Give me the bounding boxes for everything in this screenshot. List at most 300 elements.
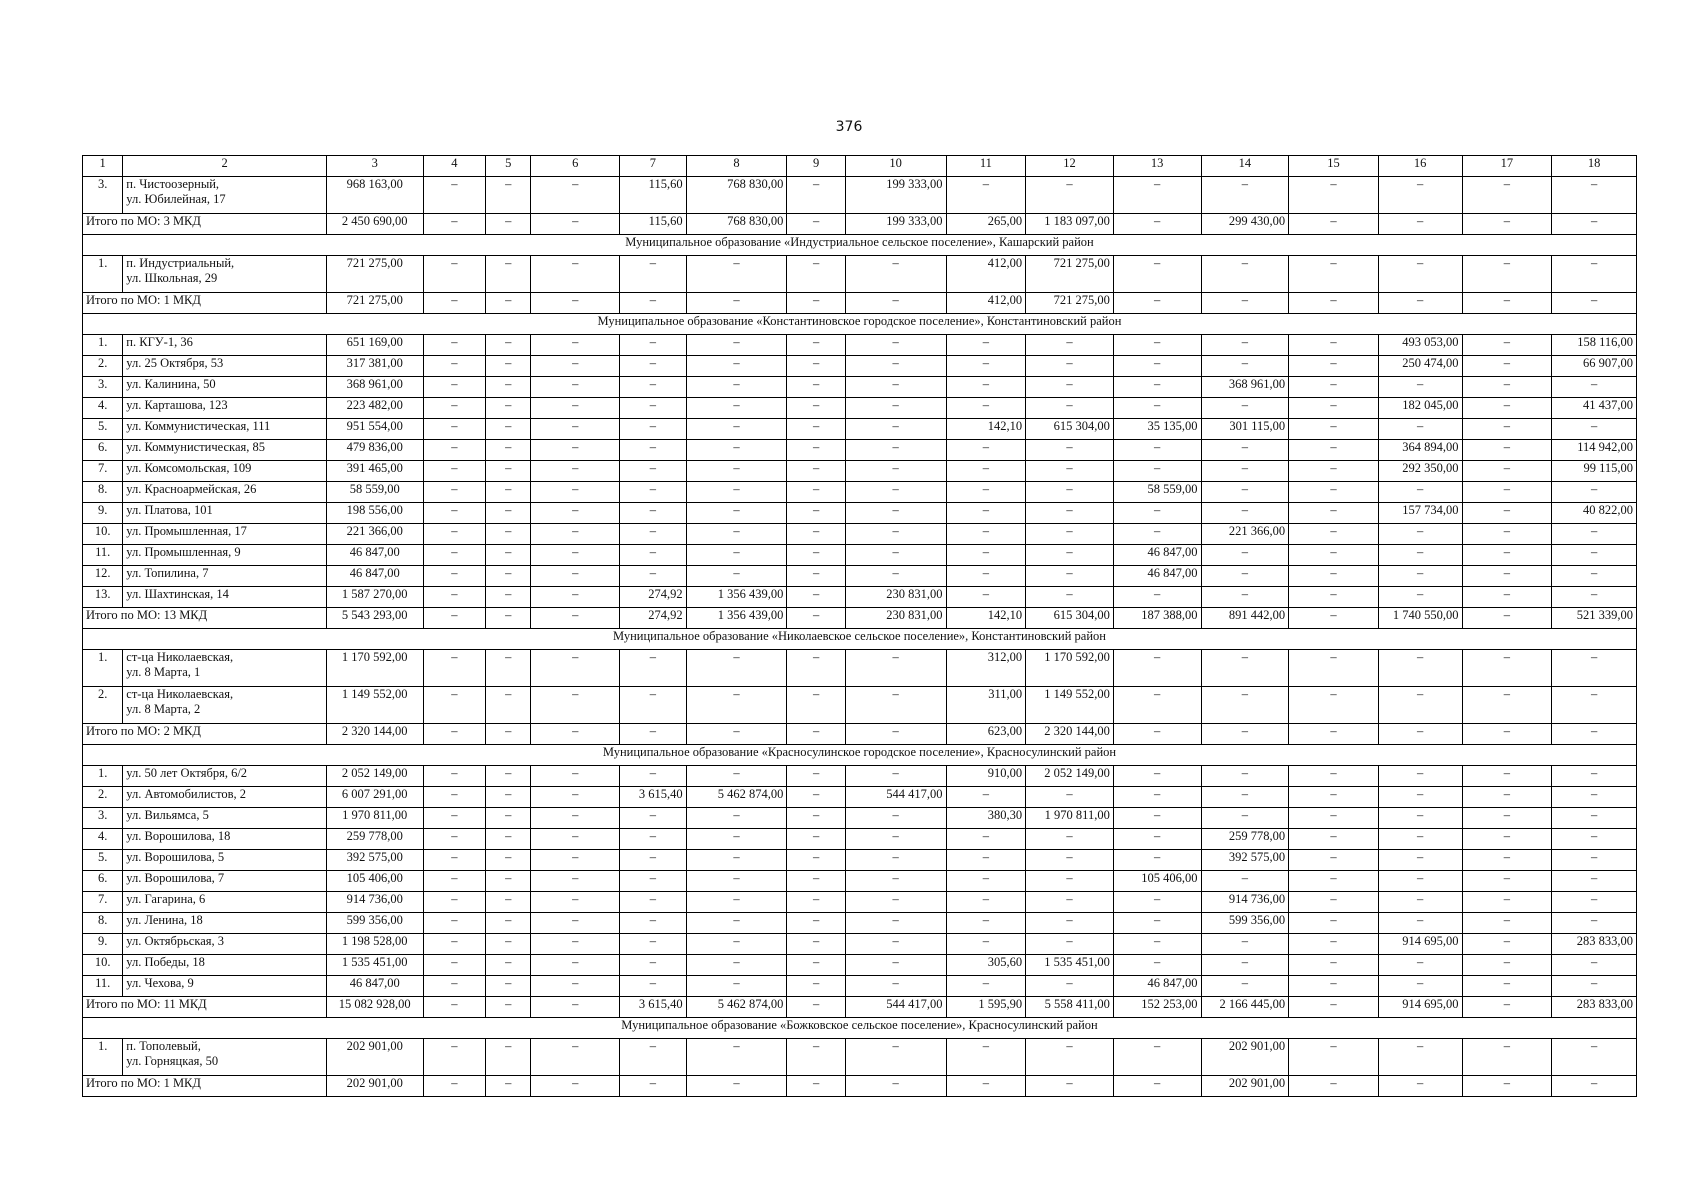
value-cell: – (787, 461, 845, 482)
value-cell: – (620, 1039, 687, 1076)
value-cell: – (1026, 335, 1114, 356)
value-cell: – (1462, 256, 1552, 293)
value-cell: – (1201, 566, 1289, 587)
value-cell: 157 734,00 (1378, 503, 1462, 524)
municipality-row (83, 745, 1637, 766)
value-cell: – (531, 787, 620, 808)
building-row (83, 808, 1637, 829)
value-cell: – (946, 1039, 1026, 1076)
value-cell: 544 417,00 (845, 787, 946, 808)
value-cell: – (620, 724, 687, 745)
value-cell: – (423, 892, 485, 913)
value-cell: – (845, 398, 946, 419)
address-cell (123, 524, 327, 545)
value-cell: 910,00 (946, 766, 1026, 787)
value-cell: – (1552, 377, 1637, 398)
value-cell: – (1462, 724, 1552, 745)
column-number: 18 (1552, 156, 1637, 177)
address-cell (123, 850, 327, 871)
value-cell: – (1289, 377, 1379, 398)
value-cell: – (1201, 440, 1289, 461)
value-cell: – (686, 335, 787, 356)
row-number: 1. (83, 766, 123, 787)
value-cell: 479 836,00 (326, 440, 423, 461)
value-cell: 202 901,00 (326, 1039, 423, 1076)
value-cell: – (423, 293, 485, 314)
value-cell: – (531, 214, 620, 235)
value-cell: – (845, 934, 946, 955)
value-cell: – (1462, 482, 1552, 503)
value-cell: – (1552, 293, 1637, 314)
value-cell: – (1289, 545, 1379, 566)
building-row (83, 850, 1637, 871)
value-cell: – (1462, 214, 1552, 235)
value-cell: – (787, 1039, 845, 1076)
value-cell: 202 901,00 (326, 1076, 423, 1097)
value-cell: – (423, 503, 485, 524)
value-cell: – (946, 587, 1026, 608)
address-cell (123, 587, 327, 608)
value-cell: – (1113, 440, 1201, 461)
value-cell: 40 822,00 (1552, 503, 1637, 524)
value-cell: – (531, 256, 620, 293)
value-cell: – (1462, 913, 1552, 934)
value-cell: – (787, 997, 845, 1018)
value-cell: – (1378, 955, 1462, 976)
value-cell: 221 366,00 (326, 524, 423, 545)
value-cell: 158 116,00 (1552, 335, 1637, 356)
value-cell: – (686, 724, 787, 745)
value-cell: – (1289, 787, 1379, 808)
value-cell: – (1201, 724, 1289, 745)
value-cell: – (620, 976, 687, 997)
value-cell: – (1113, 177, 1201, 214)
value-cell: 41 437,00 (1552, 398, 1637, 419)
value-cell: 891 442,00 (1201, 608, 1289, 629)
column-number: 2 (123, 156, 327, 177)
value-cell: – (1462, 997, 1552, 1018)
value-cell: 283 833,00 (1552, 934, 1637, 955)
value-cell: – (1378, 1076, 1462, 1097)
value-cell: – (1552, 913, 1637, 934)
value-cell: 493 053,00 (1378, 335, 1462, 356)
value-cell: – (946, 482, 1026, 503)
value-cell: – (686, 1076, 787, 1097)
value-cell: – (1552, 687, 1637, 724)
value-cell: – (787, 503, 845, 524)
total-row (83, 997, 1637, 1018)
value-cell: – (1026, 871, 1114, 892)
value-cell: 968 163,00 (326, 177, 423, 214)
row-number: 6. (83, 871, 123, 892)
value-cell: – (531, 913, 620, 934)
value-cell: – (787, 871, 845, 892)
value-cell: 1 170 592,00 (1026, 650, 1114, 687)
value-cell: – (486, 976, 531, 997)
value-cell: – (423, 787, 485, 808)
value-cell: – (787, 913, 845, 934)
value-cell: – (845, 892, 946, 913)
value-cell: – (686, 955, 787, 976)
total-label: Итого по МО: 11 МКД (83, 997, 327, 1018)
value-cell: – (1201, 976, 1289, 997)
value-cell: – (946, 461, 1026, 482)
value-cell: – (845, 524, 946, 545)
value-cell: – (620, 913, 687, 934)
value-cell: 198 556,00 (326, 503, 423, 524)
value-cell: – (686, 934, 787, 955)
column-number: 11 (946, 156, 1026, 177)
value-cell: – (531, 724, 620, 745)
building-row (83, 1039, 1637, 1076)
address-cell (123, 808, 327, 829)
value-cell: 1 970 811,00 (1026, 808, 1114, 829)
address-line: ст-ца Николаевская, (126, 687, 234, 701)
address-cell (123, 766, 327, 787)
value-cell: – (1378, 892, 1462, 913)
value-cell: – (1378, 419, 1462, 440)
value-cell: 202 901,00 (1201, 1039, 1289, 1076)
column-number: 5 (486, 156, 531, 177)
value-cell: – (787, 608, 845, 629)
value-cell: – (1289, 503, 1379, 524)
value-cell: – (686, 913, 787, 934)
value-cell: – (1113, 398, 1201, 419)
value-cell: – (486, 482, 531, 503)
total-row (83, 214, 1637, 235)
value-cell: 199 333,00 (845, 177, 946, 214)
value-cell: – (486, 829, 531, 850)
value-cell: – (1552, 787, 1637, 808)
address-line: ул. Автомобилистов, 2 (126, 787, 247, 801)
value-cell: 651 169,00 (326, 335, 423, 356)
address-line: п. Индустриальный, (126, 256, 235, 270)
value-cell: – (486, 955, 531, 976)
value-cell: – (686, 293, 787, 314)
value-cell: – (620, 377, 687, 398)
address-line: ул. Ленина, 18 (126, 913, 203, 927)
row-number: 1. (83, 256, 123, 293)
value-cell: – (686, 545, 787, 566)
value-cell: – (845, 335, 946, 356)
value-cell: – (946, 398, 1026, 419)
value-cell: – (1113, 892, 1201, 913)
address-cell (123, 503, 327, 524)
value-cell: – (1378, 766, 1462, 787)
value-cell: – (531, 398, 620, 419)
value-cell: – (1462, 335, 1552, 356)
value-cell: 1 740 550,00 (1378, 608, 1462, 629)
value-cell: – (1378, 587, 1462, 608)
building-row (83, 871, 1637, 892)
value-cell: – (1201, 787, 1289, 808)
value-cell: – (1113, 335, 1201, 356)
value-cell: 1 356 439,00 (686, 587, 787, 608)
value-cell: – (486, 1039, 531, 1076)
value-cell: – (620, 892, 687, 913)
row-number: 3. (83, 177, 123, 214)
value-cell: – (486, 545, 531, 566)
value-cell: – (1378, 829, 1462, 850)
value-cell: – (531, 871, 620, 892)
value-cell: – (686, 440, 787, 461)
value-cell: – (531, 808, 620, 829)
address-line: ул. Октябрьская, 3 (126, 934, 225, 948)
address-cell (123, 566, 327, 587)
address-line: ул. 50 лет Октября, 6/2 (126, 766, 248, 780)
value-cell: – (1113, 587, 1201, 608)
value-cell: – (1289, 461, 1379, 482)
value-cell: 230 831,00 (845, 587, 946, 608)
value-cell: – (1201, 766, 1289, 787)
row-number: 7. (83, 892, 123, 913)
value-cell: – (1552, 482, 1637, 503)
value-cell: – (423, 335, 485, 356)
value-cell: – (1378, 787, 1462, 808)
value-cell: – (1552, 724, 1637, 745)
value-cell: – (686, 356, 787, 377)
row-number: 3. (83, 808, 123, 829)
row-number: 1. (83, 335, 123, 356)
row-number: 5. (83, 419, 123, 440)
value-cell: – (1289, 829, 1379, 850)
value-cell: – (1026, 1076, 1114, 1097)
address-line: ул. Горняцкая, 50 (126, 1054, 219, 1068)
value-cell: – (1289, 871, 1379, 892)
value-cell: 2 320 144,00 (1026, 724, 1114, 745)
value-cell: – (845, 461, 946, 482)
value-cell: – (486, 808, 531, 829)
value-cell: – (1462, 1039, 1552, 1076)
value-cell: – (686, 976, 787, 997)
address-cell (123, 650, 327, 687)
building-row (83, 398, 1637, 419)
value-cell: – (1289, 524, 1379, 545)
value-cell: – (1462, 419, 1552, 440)
value-cell: 317 381,00 (326, 356, 423, 377)
municipality-title: Муниципальное образование «Красносулинское городское поселение», Красносулинский район (83, 745, 1637, 766)
value-cell: – (686, 482, 787, 503)
value-cell: – (1113, 850, 1201, 871)
building-row (83, 335, 1637, 356)
building-row (83, 419, 1637, 440)
value-cell: 951 554,00 (326, 419, 423, 440)
municipality-row (83, 1018, 1637, 1039)
value-cell: – (1289, 934, 1379, 955)
value-cell: 46 847,00 (326, 566, 423, 587)
address-line: ул. Победы, 18 (126, 955, 205, 969)
column-number: 6 (531, 156, 620, 177)
value-cell: – (423, 808, 485, 829)
value-cell: – (531, 545, 620, 566)
value-cell: – (423, 377, 485, 398)
value-cell: – (1026, 587, 1114, 608)
value-cell: – (1552, 419, 1637, 440)
value-cell: – (1026, 377, 1114, 398)
value-cell: – (1113, 724, 1201, 745)
value-cell: 721 275,00 (1026, 293, 1114, 314)
address-cell (123, 545, 327, 566)
address-line: ул. Карташова, 123 (126, 398, 228, 412)
value-cell: 5 462 874,00 (686, 997, 787, 1018)
address-line: ул. Коммунистическая, 111 (126, 419, 271, 433)
row-number: 13. (83, 587, 123, 608)
value-cell: – (787, 335, 845, 356)
row-number: 1. (83, 1039, 123, 1076)
value-cell: 58 559,00 (1113, 482, 1201, 503)
value-cell: – (1026, 892, 1114, 913)
building-row (83, 976, 1637, 997)
value-cell: – (423, 524, 485, 545)
value-cell: – (1289, 766, 1379, 787)
value-cell: 142,10 (946, 608, 1026, 629)
value-cell: – (686, 377, 787, 398)
value-cell: – (1552, 808, 1637, 829)
value-cell: – (1289, 608, 1379, 629)
value-cell: – (686, 461, 787, 482)
column-number: 1 (83, 156, 123, 177)
value-cell: – (1289, 808, 1379, 829)
value-cell: 1 535 451,00 (326, 955, 423, 976)
value-cell: 1 587 270,00 (326, 587, 423, 608)
value-cell: – (787, 976, 845, 997)
value-cell: 230 831,00 (845, 608, 946, 629)
value-cell: – (531, 293, 620, 314)
building-row (83, 934, 1637, 955)
value-cell: – (1113, 293, 1201, 314)
value-cell: 46 847,00 (1113, 545, 1201, 566)
value-cell: – (620, 293, 687, 314)
value-cell: – (486, 892, 531, 913)
address-cell (123, 356, 327, 377)
value-cell: – (1201, 482, 1289, 503)
address-line: ул. Калинина, 50 (126, 377, 216, 391)
value-cell: – (686, 503, 787, 524)
building-row (83, 545, 1637, 566)
value-cell: 1 970 811,00 (326, 808, 423, 829)
value-cell: – (1201, 335, 1289, 356)
building-row (83, 955, 1637, 976)
value-cell: – (946, 1076, 1026, 1097)
value-cell: – (845, 913, 946, 934)
value-cell: 1 149 552,00 (1026, 687, 1114, 724)
building-row (83, 766, 1637, 787)
value-cell: – (1026, 503, 1114, 524)
address-cell (123, 419, 327, 440)
address-line: ул. Юбилейная, 17 (126, 192, 226, 206)
value-cell: – (486, 524, 531, 545)
building-row (83, 356, 1637, 377)
value-cell: 311,00 (946, 687, 1026, 724)
value-cell: 1 183 097,00 (1026, 214, 1114, 235)
value-cell: – (1378, 808, 1462, 829)
building-row (83, 566, 1637, 587)
value-cell: 599 356,00 (326, 913, 423, 934)
value-cell: – (423, 687, 485, 724)
value-cell: – (620, 766, 687, 787)
value-cell: – (620, 503, 687, 524)
value-cell: – (845, 650, 946, 687)
value-cell: – (686, 566, 787, 587)
value-cell: – (686, 1039, 787, 1076)
value-cell: – (486, 356, 531, 377)
value-cell: 115,60 (620, 177, 687, 214)
value-cell: – (1552, 650, 1637, 687)
value-cell: – (531, 1076, 620, 1097)
value-cell: – (1378, 566, 1462, 587)
value-cell: – (531, 955, 620, 976)
building-row (83, 256, 1637, 293)
value-cell: – (1201, 356, 1289, 377)
value-cell: 623,00 (946, 724, 1026, 745)
value-cell: – (423, 482, 485, 503)
value-cell: – (1552, 587, 1637, 608)
building-row (83, 913, 1637, 934)
value-cell: – (845, 1076, 946, 1097)
value-cell: – (620, 356, 687, 377)
value-cell: – (423, 766, 485, 787)
value-cell: – (531, 440, 620, 461)
value-cell: – (486, 850, 531, 871)
column-number: 13 (1113, 156, 1201, 177)
municipality-title: Муниципальное образование «Константиновское городское поселение», Константиновский район (83, 314, 1637, 335)
address-cell (123, 829, 327, 850)
total-label: Итого по МО: 1 МКД (83, 293, 327, 314)
row-number: 10. (83, 955, 123, 976)
value-cell: – (531, 482, 620, 503)
value-cell: – (1289, 850, 1379, 871)
value-cell: – (1552, 829, 1637, 850)
value-cell: – (531, 1039, 620, 1076)
value-cell: 5 543 293,00 (326, 608, 423, 629)
value-cell: – (1378, 545, 1462, 566)
column-number: 7 (620, 156, 687, 177)
value-cell: 392 575,00 (1201, 850, 1289, 871)
value-cell: – (486, 608, 531, 629)
total-label: Итого по МО: 2 МКД (83, 724, 327, 745)
value-cell: – (686, 766, 787, 787)
value-cell: 259 778,00 (1201, 829, 1289, 850)
value-cell: 412,00 (946, 256, 1026, 293)
value-cell: – (787, 440, 845, 461)
value-cell: 99 115,00 (1552, 461, 1637, 482)
value-cell: – (1462, 377, 1552, 398)
value-cell: – (620, 566, 687, 587)
total-row (83, 1076, 1637, 1097)
municipality-title: Муниципальное образование «Божковское сельское поселение», Красносулинский район (83, 1018, 1637, 1039)
value-cell: – (1552, 1076, 1637, 1097)
value-cell: – (845, 976, 946, 997)
value-cell: – (1552, 524, 1637, 545)
value-cell: – (1462, 566, 1552, 587)
value-cell: – (686, 808, 787, 829)
building-row (83, 687, 1637, 724)
value-cell: – (946, 829, 1026, 850)
value-cell: – (1201, 293, 1289, 314)
value-cell: – (486, 1076, 531, 1097)
value-cell: – (1113, 461, 1201, 482)
value-cell: – (1552, 545, 1637, 566)
value-cell: – (1289, 892, 1379, 913)
value-cell: – (620, 850, 687, 871)
value-cell: – (620, 934, 687, 955)
value-cell: – (1289, 356, 1379, 377)
value-cell: – (486, 377, 531, 398)
address-line: ул. 8 Марта, 2 (126, 702, 201, 716)
value-cell: – (423, 724, 485, 745)
total-label: Итого по МО: 3 МКД (83, 214, 327, 235)
value-cell: 768 830,00 (686, 214, 787, 235)
